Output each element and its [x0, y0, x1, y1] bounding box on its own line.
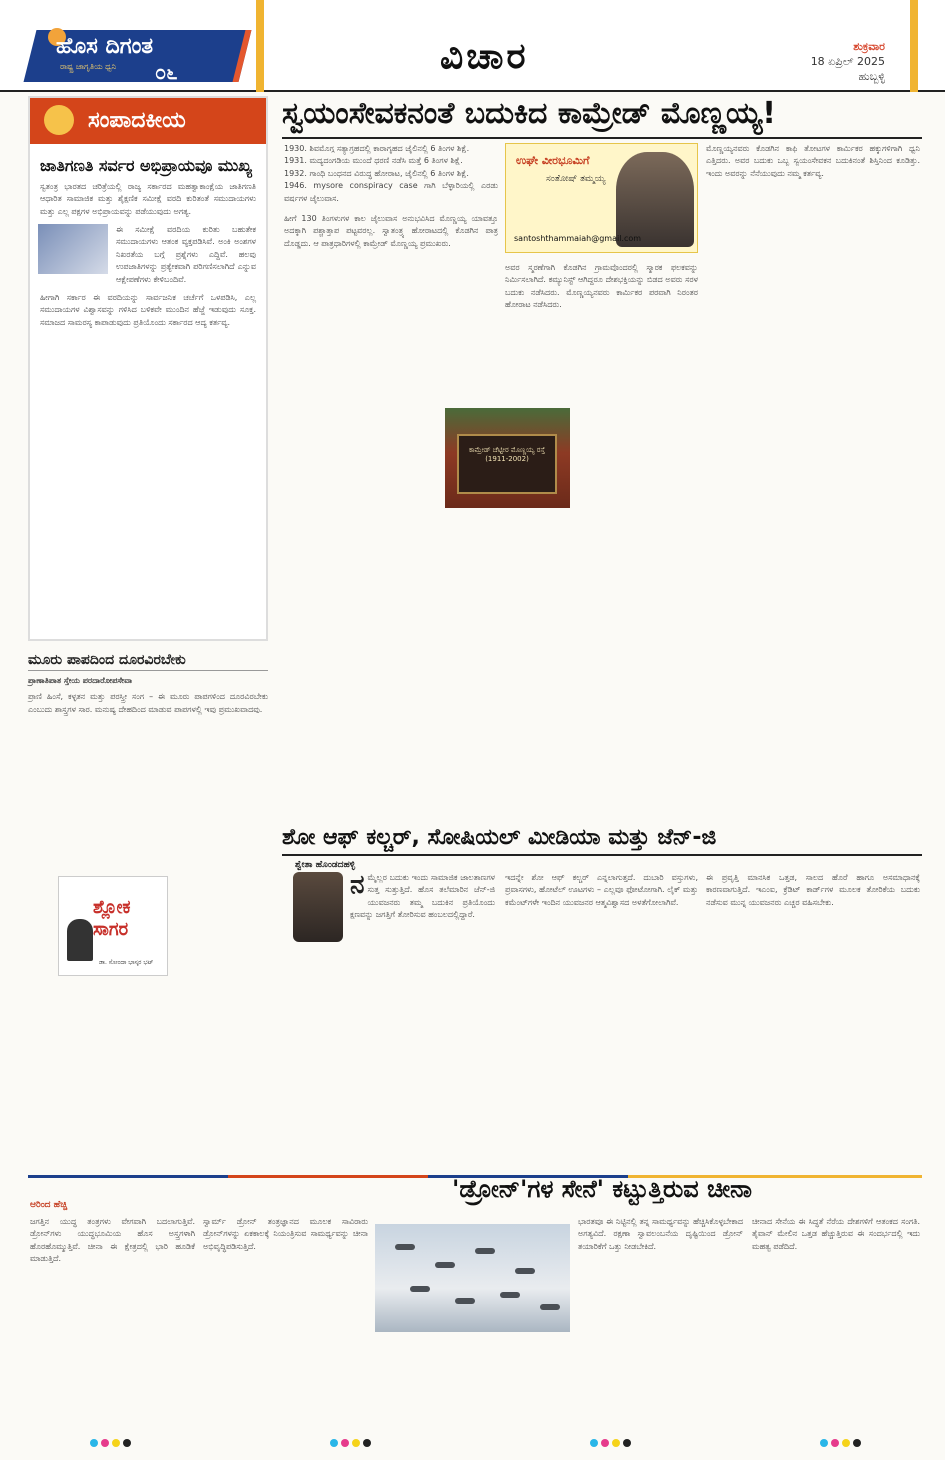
editorial-label: ಸಂಪಾದಕೀಯ — [88, 108, 186, 133]
feature2-headline: ಶೋ ಆಫ್ ಕಲ್ಚರ್, ಸೋಷಿಯಲ್ ಮೀಡಿಯಾ ಮತ್ತು ಜೆನ್-ಜಿ — [282, 825, 922, 856]
feature3-body-3: ಭಾರತವೂ ಈ ನಿಟ್ಟಿನಲ್ಲಿ ತನ್ನ ಸಾಮರ್ಥ್ಯವನ್ನು ಹೆಚ್ಚಿಸಿಕೊಳ್ಳಬೇಕಾದ ಅಗತ್ಯವಿದೆ. ರಕ್ಷಣಾ ಸ್ವಾವಲಂಬನೆಯ ದೃಷ್ಟಿಯಿಂದ ಡ್ರೋನ್ ತಯಾರಿಕೆಗೆ ಒತ್ತು ನೀಡಬೇಕಿದೆ. — [578, 1217, 743, 1251]
feature2-byline: ಶ್ವೇತಾ ಹೊಂಡದಹಳ್ಳಿ — [295, 860, 356, 870]
editorial-emblem-icon — [44, 105, 74, 135]
feature3-body-2: ಸ್ವಾರ್ಮ್ ಡ್ರೋನ್ ತಂತ್ರಜ್ಞಾನದ ಮೂಲಕ ಸಾವಿರಾರು ಡ್ರೋನ್‌ಗಳನ್ನು ಏಕಕಾಲಕ್ಕೆ ನಿಯಂತ್ರಿಸುವ ಸಾಮರ್ಥ್ಯವನ್ನು ಚೀನಾ ಅಭಿವೃದ್ಧಿಪಡಿಸುತ್ತಿದೆ. — [203, 1217, 368, 1251]
logo-tagline: ರಾಷ್ಟ್ರ ಜಾಗೃತಿಯ ಧ್ವನಿ — [60, 62, 117, 71]
feature-headline: ಸ್ವಯಂಸೇವಕನಂತೆ ಬದುಕಿದ ಕಾಮ್ರೇಡ್ ಮೊಣ್ಣಯ್ಯ! — [282, 96, 922, 139]
timeline-1932: 1932. ಗಾಂಧಿ ಬಂಧನದ ವಿರುದ್ಧ ಹೋರಾಟ, ಜೈಲಿನಲ್ಲಿ 6 ತಿಂಗಳ ಶಿಕ್ಷೆ. — [284, 168, 469, 178]
shloka-sagara-badge — [58, 876, 168, 976]
author-box — [505, 143, 698, 253]
shloka-subtitle: ಪ್ರಾಣಾತಿಪಾತ ಸ್ತೇಯ ಪರದಾರೋಪಸೇವಾ — [28, 676, 133, 685]
feature2-body-2: ಇದನ್ನೇ ಶೋ ಆಫ್ ಕಲ್ಚರ್ ಎನ್ನಲಾಗುತ್ತದೆ. ದುಬಾರಿ ವಸ್ತುಗಳು, ಪ್ರವಾಸಗಳು, ಹೋಟೆಲ್ ಊಟಗಳು – ಎಲ್ಲವೂ ಫೋಟೋಗಾಗಿ. ಲೈಕ್ ಮತ್ತು ಕಮೆಂಟ್‌ಗಳೇ ಇಂದಿನ ಯುವಜನರ ಆತ್ಮವಿಶ್ವಾಸದ ಅಳತೆಗೋಲಾಗಿವೆ. — [505, 873, 698, 907]
feature3-body-1: ಜಗತ್ತಿನ ಯುದ್ಧ ತಂತ್ರಗಳು ವೇಗವಾಗಿ ಬದಲಾಗುತ್ತಿವೆ. ಡ್ರೋನ್‌ಗಳು ಯುದ್ಧಭೂಮಿಯ ಹೊಸ ಅಸ್ತ್ರಗಳಾಗಿ ಹೊರಹೊಮ್ಮುತ್ತಿವೆ. ಚೀನಾ ಈ ಕ್ಷೇತ್ರದಲ್ಲಿ ಭಾರಿ ಹೂಡಿಕೆ ಮಾಡುತ್ತಿದೆ. — [30, 1217, 195, 1264]
registration-marks-2 — [330, 1432, 374, 1442]
editorial-column — [28, 96, 268, 641]
editorial-body-2: ಈ ಸಮೀಕ್ಷೆ ವರದಿಯ ಕುರಿತು ಬಹುತೇಕ ಸಮುದಾಯಗಳು ಆತಂಕ ವ್ಯಕ್ತಪಡಿಸಿವೆ. ಅಂಕಿ ಅಂಶಗಳ ನಿಖರತೆಯ ಬಗ್ಗೆ ಪ್ರಶ್ನೆಗಳು ಎದ್ದಿವೆ. ಹಲವು ಉಪಜಾತಿಗಳನ್ನು ಪ್ರತ್ಯೇಕವಾಗಿ ಪರಿಗಣಿಸಲಾಗಿದೆ ಎನ್ನುವ ಆಕ್ಷೇಪಣೆಗಳು ಕೇಳಿಬಂದಿವೆ. — [116, 224, 256, 284]
author-name: ಸಂತೋಷ್ ತಮ್ಮಯ್ಯ — [546, 174, 606, 184]
section-divider — [28, 1163, 922, 1166]
drone-swarm-image — [375, 1224, 570, 1332]
masthead-stripe-right — [910, 0, 918, 92]
section-title: ವಿಚಾರ — [440, 36, 529, 77]
shloka-box — [28, 652, 268, 817]
editorial-title: ಜಾತಿಗಣತಿ ಸರ್ವರ ಅಭಿಪ್ರಾಯವೂ ಮುಖ್ಯ — [40, 156, 253, 175]
feature-body-left: ಹೀಗೆ 130 ತಿಂಗಳುಗಳ ಕಾಲ ಜೈಲುವಾಸ ಅನುಭವಿಸಿದ ಮೊಣ್ಣಯ್ಯ ಯಾವತ್ತೂ ಅದಕ್ಕಾಗಿ ಪಶ್ಚಾತ್ತಾಪ ಪಟ್ಟವರಲ್ಲ. ಸ್ವಾತಂತ್ರ್ಯ ಹೋರಾಟದಲ್ಲಿ ಕೊಡಗಿನ ಪಾತ್ರ ದೊಡ್ಡದು. ಆ ಪಾತ್ರಧಾರಿಗಳಲ್ಲಿ ಕಾಮ್ರೇಡ್ ಮೊಣ್ಣಯ್ಯ ಪ್ರಮುಖರು. — [284, 213, 498, 248]
divider-blue — [28, 1175, 228, 1178]
newspaper-logo: ಹೊಸ ದಿಗಂತ — [56, 34, 154, 59]
feature-timeline — [284, 143, 498, 250]
editorial-header — [30, 98, 266, 144]
feature2-col-1 — [350, 872, 495, 922]
plaque-text: ಕಾಮ್ರೇಡ್ ಚೆಟ್ಟೀರ ಮೊಣ್ಣಯ್ಯ ರಸ್ತೆ (1911-2002) — [457, 434, 557, 494]
feature-body-mid: ಅವರ ಸ್ಮರಣೆಗಾಗಿ ಕೊಡಗಿನ ಗ್ರಾಮವೊಂದರಲ್ಲಿ ಸ್ಮಾರಕ ಫಲಕವನ್ನು ನಿರ್ಮಿಸಲಾಗಿದೆ. ಕಮ್ಯುನಿಸ್ಟ್ ಆಗಿದ್ದರೂ ದೇಶಭಕ್ತಿಯನ್ನು ಬಿಡದ ಅವರು ಸರಳ ಬದುಕು ನಡೆಸಿದರು. ಮೊಣ್ಣಯ್ಯನವರು ಕಾರ್ಮಿಕರ ಪರವಾಗಿ ನಿರಂತರ ಹೋರಾಟ ನಡೆಸಿದರು. — [505, 263, 698, 310]
registration-marks-3 — [590, 1432, 634, 1442]
column-name: ಉಘೇ ವೀರಭೂಮಿಗೆ — [516, 154, 590, 167]
editorial-body-3: ಹೀಗಾಗಿ ಸರ್ಕಾರ ಈ ವರದಿಯನ್ನು ಸಾರ್ವಜನಿಕ ಚರ್ಚೆಗೆ ಒಳಪಡಿಸಿ, ಎಲ್ಲ ಸಮುದಾಯಗಳ ವಿಶ್ವಾಸವನ್ನು ಗಳಿಸಿದ ಬಳಿಕವೇ ಮುಂದಿನ ಹೆಜ್ಜೆ ಇಡುವುದು ಸೂಕ್ತ. ಸಮಾಜದ ಸಾಮರಸ್ಯ ಕಾಪಾಡುವುದು ಪ್ರತಿಯೊಂದು ಸರ್ಕಾರದ ಆದ್ಯ ಕರ್ತವ್ಯ. — [40, 292, 256, 327]
shloka-body: ಪ್ರಾಣಿ ಹಿಂಸೆ, ಕಳ್ಳತನ ಮತ್ತು ಪರಸ್ತ್ರೀ ಸಂಗ – ಈ ಮೂರು ಪಾಪಗಳಿಂದ ದೂರವಿರಬೇಕು ಎಂಬುದು ಶಾಸ್ತ್ರಗಳ ಸಾರ. ಮನುಷ್ಯ ದೇಹದಿಂದ ಮಾಡುವ ಪಾಪಗಳಲ್ಲಿ ಇವು ಪ್ರಮುಖವಾದವು. — [28, 692, 268, 714]
feature2-author-photo — [293, 872, 343, 942]
timeline-1930: 1930. ಶಿವಮೊಗ್ಗ ಸತ್ಯಾಗ್ರಹದಲ್ಲಿ ಕಾರಾಗೃಹದ ಜೈಲಿನಲ್ಲಿ 6 ತಿಂಗಳ ಶಿಕ್ಷೆ. — [284, 144, 470, 153]
shloka-author-photo — [67, 919, 93, 961]
day-label: ಶುಕ್ರವಾರ — [853, 40, 885, 53]
page-number: ೦೬ — [155, 60, 178, 84]
dateline — [811, 40, 885, 85]
masthead-stripe — [256, 0, 264, 92]
shloka-author-name: ಡಾ. ಸೋಂದಾ ಭಾಸ್ಕರ ಭಟ್ — [99, 959, 154, 966]
feature3-body-4: ಚೀನಾದ ಸೇನೆಯ ಈ ಸಿದ್ಧತೆ ನೆರೆಯ ದೇಶಗಳಿಗೆ ಆತಂಕದ ಸಂಗತಿ. ತೈವಾನ್ ಮೇಲಿನ ಒತ್ತಡ ಹೆಚ್ಚುತ್ತಿರುವ ಈ ಸಂದರ್ಭದಲ್ಲಿ ಇದು ಮಹತ್ವ ಪಡೆದಿದೆ. — [752, 1217, 920, 1251]
feature3-headline: 'ಡ್ರೋನ್'ಗಳ ಸೇನೆ' ಕಟ್ಟುತ್ತಿರುವ ಚೀನಾ — [452, 1175, 752, 1203]
memorial-plaque-image — [445, 408, 570, 508]
timeline-1931: 1931. ಮದ್ಯದಂಗಡಿಯ ಮುಂದೆ ಧರಣಿ ನಡೆಸಿ ಮತ್ತೆ 6 ತಿಂಗಳ ಶಿಕ್ಷೆ. — [284, 156, 463, 166]
feature-body-right: ಮೊಣ್ಣಯ್ಯನವರು ಕೊಡಗಿನ ಕಾಫಿ ತೋಟಗಳ ಕಾರ್ಮಿಕರ ಹಕ್ಕುಗಳಿಗಾಗಿ ಧ್ವನಿ ಎತ್ತಿದರು. ಅವರ ಬದುಕು ಒಬ್ಬ ಸ್ವಯಂಸೇವಕನ ಬದುಕಿನಂತೆ ಶಿಸ್ತಿನಿಂದ ಕೂಡಿತ್ತು. ಇಂದು ಅವರನ್ನು ನೆನೆಯುವುದು ನಮ್ಮ ಕರ್ತವ್ಯ. — [706, 144, 920, 178]
shloka-sagara-title: ಶ್ಲೋಕ ಸಾಗರ — [93, 897, 131, 940]
editorial-image — [38, 224, 108, 274]
masthead — [0, 0, 945, 92]
feature3-byline: ಆರಿಂದ ಹೆಚ್ಚಿ — [30, 1200, 68, 1210]
feature2-body-1: ಮ್ಮೆಲ್ಲರ ಬದುಕು ಇಂದು ಸಾಮಾಜಿಕ ಜಾಲತಾಣಗಳ ಸುತ್ತ ಸುತ್ತುತ್ತಿದೆ. ಹೊಸ ತಲೆಮಾರಿನ ಜೆನ್-ಜಿ ಯುವಜನರು ತಮ್ಮ ಬದುಕಿನ ಪ್ರತಿಯೊಂದು ಕ್ಷಣವನ್ನು ಜಗತ್ತಿಗೆ ತೋರಿಸುವ ಹಂಬಲದಲ್ಲಿದ್ದಾರೆ. — [350, 873, 495, 920]
feature2-dropcap: ನ — [350, 870, 365, 900]
feature2-body-3: ಈ ಪ್ರವೃತ್ತಿ ಮಾನಸಿಕ ಒತ್ತಡ, ಸಾಲದ ಹೊರೆ ಹಾಗೂ ಅಸಮಾಧಾನಕ್ಕೆ ಕಾರಣವಾಗುತ್ತಿದೆ. ಇಎಂಐ, ಕ್ರೆಡಿಟ್ ಕಾರ್ಡ್‌ಗಳ ಮೂಲಕ ತೋರಿಕೆಯ ಬದುಕು ನಡೆಸುವ ಮುನ್ನ ಯುವಜನರು ಎಚ್ಚರ ವಹಿಸಬೇಕು. — [706, 873, 920, 907]
date-label: 18 ಏಪ್ರಿಲ್ 2025 — [810, 54, 885, 68]
registration-marks-4 — [820, 1432, 864, 1442]
author-photo — [616, 152, 694, 247]
editorial-body-1: ಸ್ವತಂತ್ರ ಭಾರತದ ಚರಿತ್ರೆಯಲ್ಲಿ ರಾಜ್ಯ ಸರ್ಕಾರದ ಮಹತ್ವಾಕಾಂಕ್ಷೆಯ ಜಾತಿಗಣತಿ ಆಧಾರಿತ ಸಾಮಾಜಿಕ ಮತ್ತು ಶೈಕ್ಷಣಿಕ ಸಮೀಕ್ಷೆ ವರದಿ ಕುರಿತಂತೆ ಸಮುದಾಯಗಳು ಮತ್ತು ಎಲ್ಲ ಪಕ್ಷಗಳ ಅಭಿಪ್ರಾಯವನ್ನು ಪಡೆಯುವುದು ಅಗತ್ಯ. — [40, 181, 256, 216]
edition-label: ಹುಬ್ಬಳ್ಳಿ — [858, 69, 885, 83]
shloka-box-title: ಮೂರು ಪಾಪದಿಂದ ದೂರವಿರಬೇಕು — [28, 652, 268, 671]
registration-marks — [90, 1432, 134, 1442]
author-email: santoshthammaiah@gmail.com — [514, 234, 642, 243]
timeline-1946: 1946. mysore conspiracy case ಗಾಗಿ ಬೆಳ್ಳಾರಿಯಲ್ಲಿ ಎರಡು ವರ್ಷಗಳ ಜೈಲುವಾಸ. — [284, 181, 498, 203]
